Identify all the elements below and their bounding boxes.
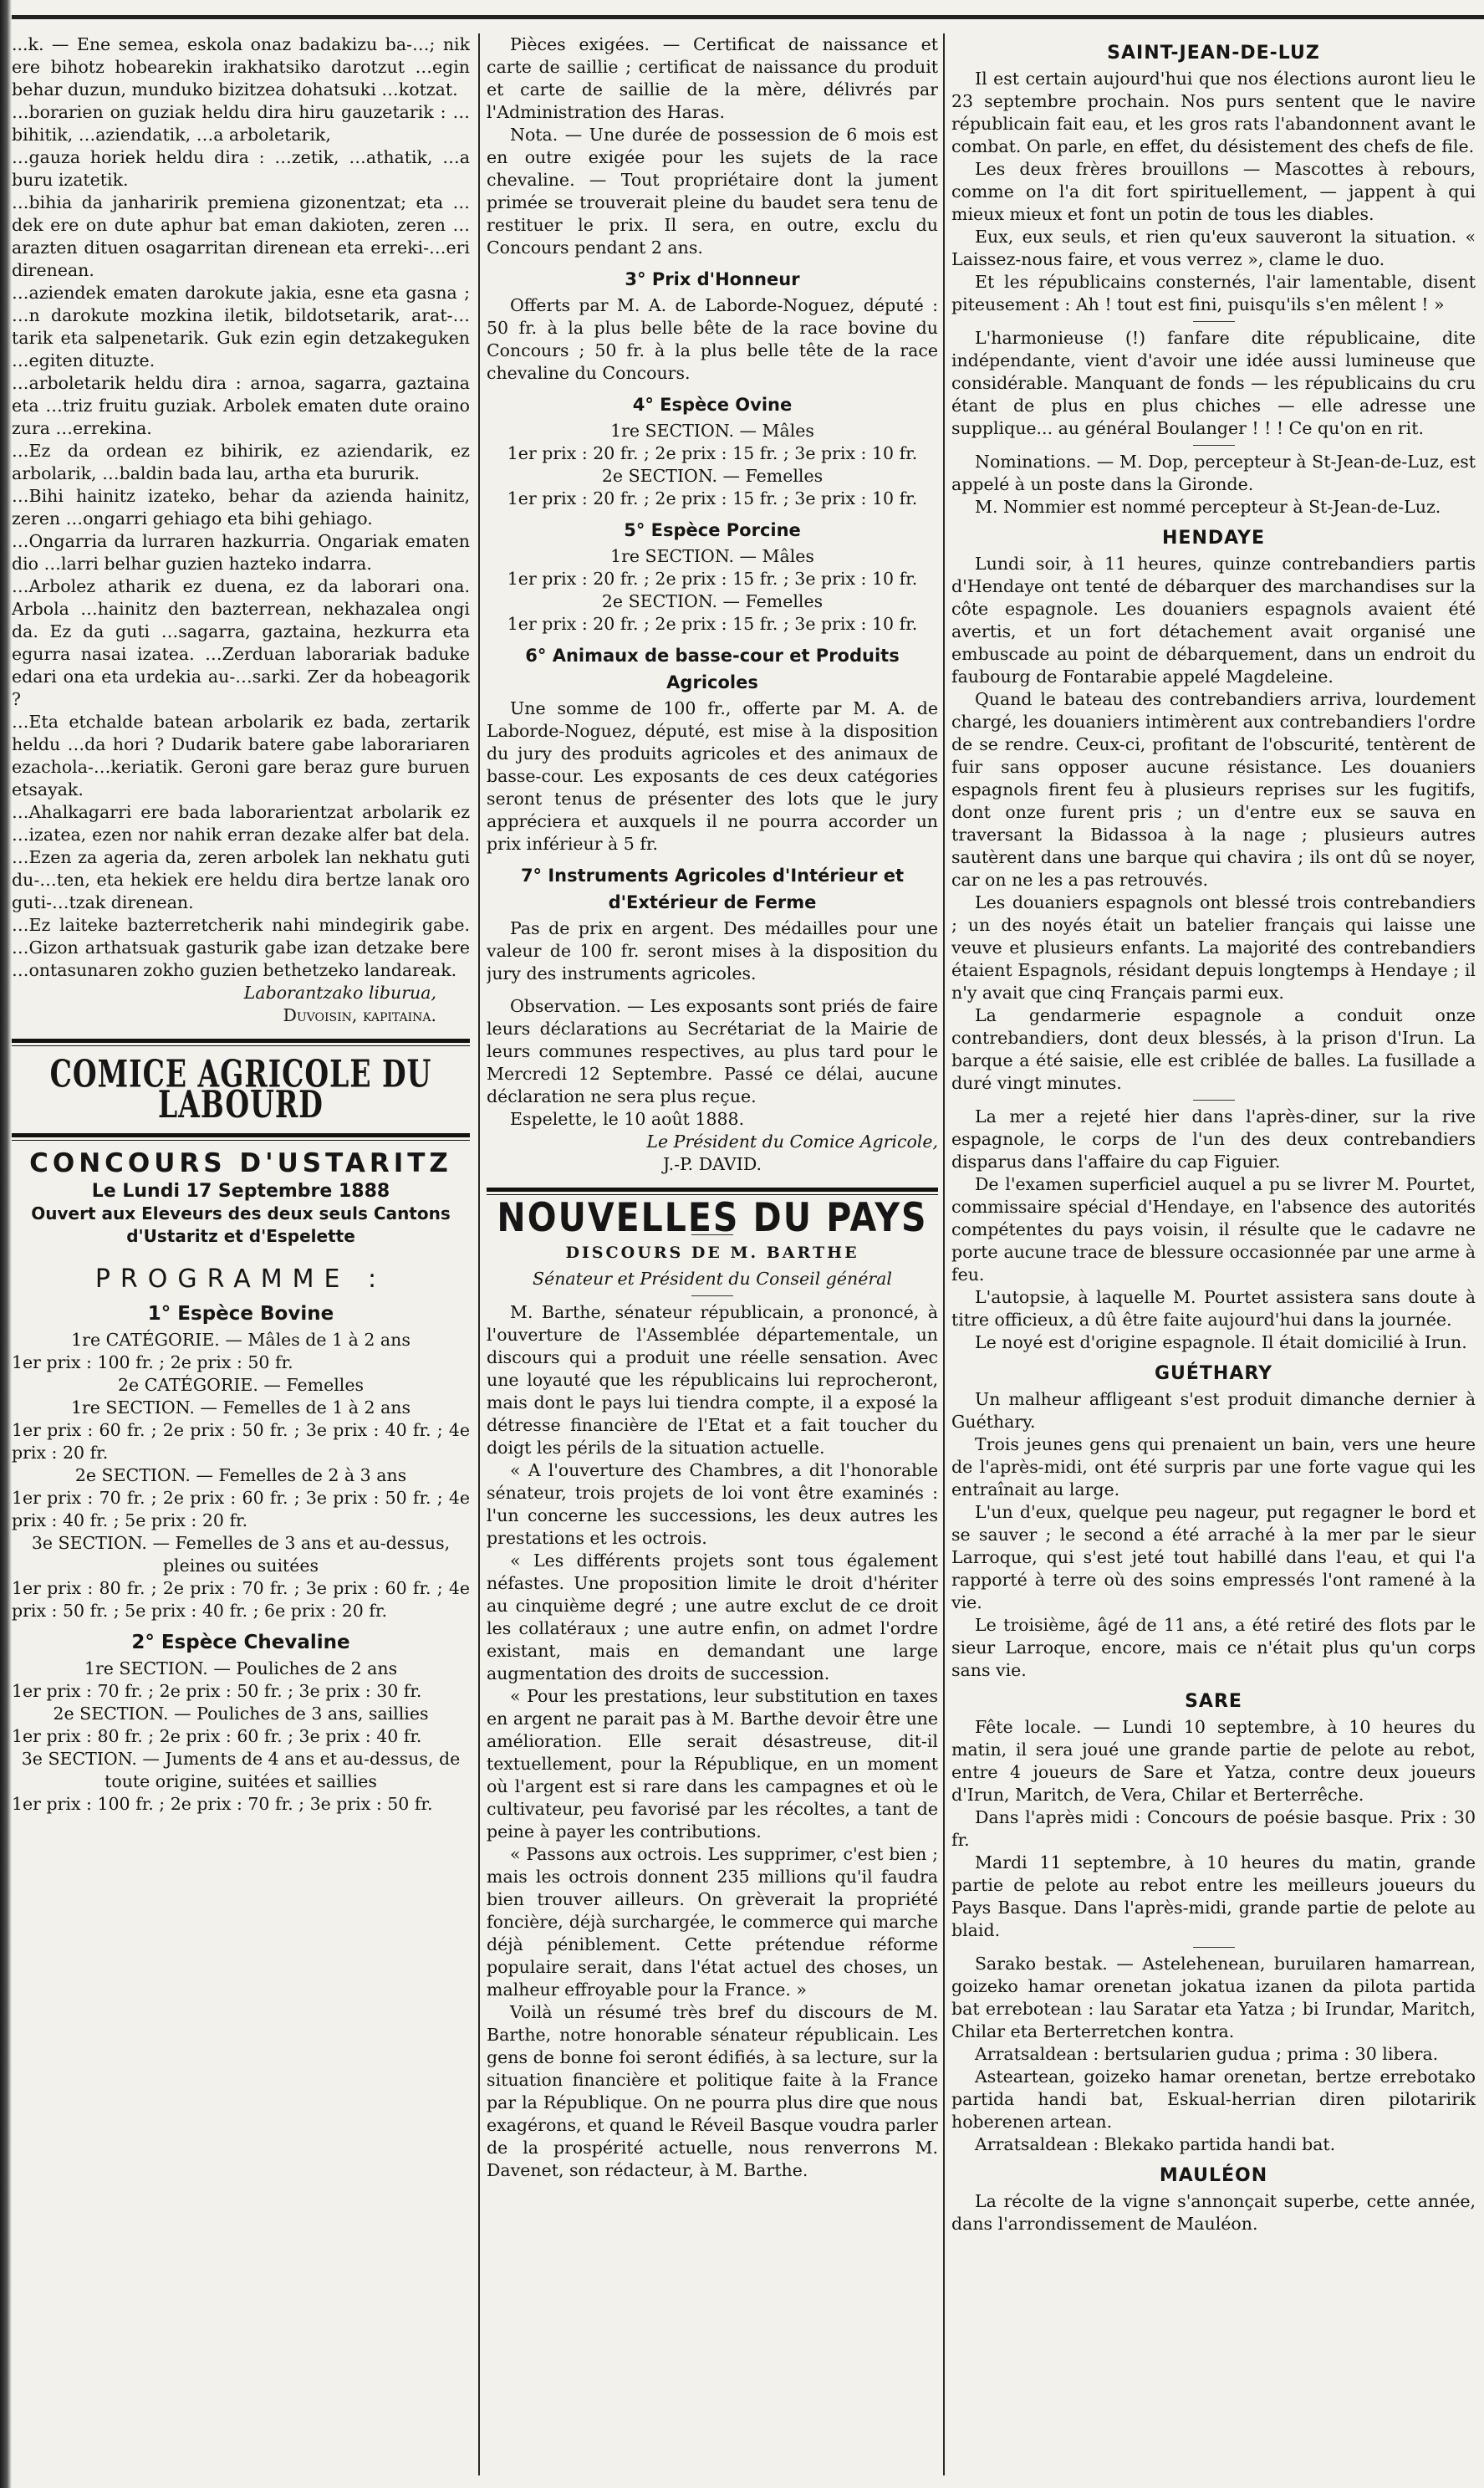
column-2 [487,33,938,2475]
section-rule [12,1133,470,1141]
ovine-section: 1re SECTION. — Mâles [610,421,814,441]
place-date: Espelette, le 10 août 1888. [510,1109,745,1129]
news-paragraph: Et les républicains consternés, l'air lamentable, disent piteusement : Ah ! tout est fini, puisqu'ils s'en mêlent ! » [951,272,1476,314]
discours-paragraph: « Passons aux octrois. Les supprimer, c'est bien ; mais les octrois donnent 235 millions qu'il faudra bien trouver ailleurs. On grèverait la propriété foncière, déjà surchargée, le commerce qui marche déjà péniblement. Cette prétendue réforme populaire serait, dans l'état actuel des choses, un malheur effroyable pour la France. » [487,1844,938,2000]
prize-list: 1er prix : 70 fr. ; 2e prix : 60 fr. ; 3e prix : 50 fr. ; 4e prix : 40 fr. ; 5e prix : 20 fr. [12,1488,470,1530]
news-paragraph: L'harmonieuse (!) fanfare dite républicaine, dite indépendante, vient d'avoir une idée aussi lumineuse que considérable. Manquant de fonds — les républicains du cru étant de plus en plus chiches — elle adresse une supplique... au général Boulanger ! ! ! Ce qu'on en rit. [951,328,1476,438]
president-title: Le Président du Comice Agricole, [646,1132,938,1152]
president-name: J.-P. DAVID. [662,1154,762,1174]
basse-cour-text: Une somme de 100 fr., offerte par M. A. de Laborde-Noguez, député, est mise à la disposition du jury des produits agricoles et des animaux de basse-cour. Les exposants de ces deux catégories seront tenus de présenter des lots que le jury appréciera et auxquels il ne pourra accorder un prix inférieur à 5 fr. [487,698,938,854]
prize-list: 1er prix : 20 fr. ; 2e prix : 15 fr. ; 3e prix : 10 fr. [507,443,918,463]
news-paragraph: De l'examen superficiel auquel a pu se livrer M. Pourtet, commissaire spécial d'Hendaye, en l'absence des autorités compétentes du pays voisin, il résulte que le cadavre ne porte aucune trace de blessure occasionnée par une arme à feu. [951,1174,1476,1285]
chevaline-section: 1re SECTION. — Pouliches de 2 ans [84,1658,398,1678]
basque-paragraph: …Arbolez atharik ez duena, ez da laborari ona. Arbola …hainitz den bazterrean, nekhazalea ongi da. Ez da guti …sagarra, gaztaina, hezkurra eta egurra nasai izatea. …Zerduan laborariak baduke edari ona eta urdekia au-…sarki. Zer da hobeagorik ? [12,576,470,709]
prize-list: 1er prix : 20 fr. ; 2e prix : 15 fr. ; 3e prix : 10 fr. [507,569,918,589]
basque-paragraph: …aziendek ematen darokute jakia, esne eta gasna ; …n darokute mozkina iletik, bildotsetarik, arat-…tarik eta salpenetarik. Guk ezin egin detzakeguken …egiten dituzte. [12,283,470,370]
chevaline-section: 3e SECTION. — Juments de 4 ans et au-dessus, de toute origine, suitées et saillies [21,1749,461,1791]
basque-paragraph: …Ongarria da lurraren hazkurria. Ongariak ematen dio …larri belhar guzien hazteko indarra. [12,531,470,574]
chevaline-section: 2e SECTION. — Pouliches de 3 ans, saillies [53,1704,429,1724]
news-paragraph: La mer a rejeté hier dans l'après-diner, sur la rive espagnole, le corps de l'un des deux contrebandiers disparus dans l'affaire du cap Figuier. [951,1106,1476,1172]
news-paragraph: Asteartean, goizeko hamar orenetan, bertze errebotako partida handi bat, Eskual-herrian diren pilotaririk hoberenen artean. [951,2067,1476,2132]
discours-paragraph: « Les différents projets sont tous également néfastes. Une proposition limite le droit d'hériter au cinquième degré ; une autre exclut de ce droit les collatéraux ; une autre enfin, on admet l'ordre existant, mais en demandant une large augmentation des droits de succession. [487,1551,938,1683]
discours-paragraph: M. Barthe, sénateur républicain, a prononcé, à l'ouverture de l'Assemblée départementale, un discours qui a produit une réelle sensation. Avec une loyauté que les républicains lui reprocheront, mais dont le pays lui tiendra compte, il a exposé la détresse financière de l'Etat et a fait toucher du doigt les périls de la situation actuelle. [487,1302,938,1458]
basque-paragraph: …Ahalkagarri ere bada laborarientzat arbolarik ez …izatea, ezen nor nahik erran dezake alfer bat dela. …Ezen za ageria da, zeren arbolek lan nekhatu guti du-…ten, eta hekiek ere heldu dira bertze lanak oro guti-…tzak direnean. [12,802,470,912]
short-separator [1193,321,1235,322]
bovine-section: 1re SECTION. — Femelles de 1 à 2 ans [70,1397,411,1418]
porcine-section: 1re SECTION. — Mâles [610,546,814,566]
top-border-rule [12,15,1484,19]
news-paragraph: La gendarmerie espagnole a conduit onze contrebandiers, dont deux blessés, à la prison d'Irun. La barque a été saisie, elle est criblée de balles. La fusillade a duré vingt minutes. [951,1005,1476,1093]
news-paragraph: Arratsaldean : bertsularien gudua ; prima : 30 libera. [975,2044,1439,2064]
signature-title: Laborantzako liburua, [243,983,436,1003]
section-rule [12,1039,470,1046]
ovine-title: 4° Espèce Ovine [632,395,793,415]
news-paragraph: Eux, eux seuls, et rien qu'eux sauveront la situation. « Laissez-nous faire, et vous verrez », clame le duo. [951,227,1476,269]
basse-cour-title: 6° Animaux de basse-cour et Produits Agricoles [525,646,900,692]
news-paragraph: L'un d'eux, quelque peu nageur, put regagner le bord et se sauver ; le second a été arraché à la mer par le sieur Larroque, qui s'est jeté tout habillé dans l'eau, et qui l'a rapporté à terre où des soins empressés l'ont ramené à la vie. [951,1502,1476,1612]
instruments-text: Pas de prix en argent. Des médailles pour une valeur de 100 fr. seront mises à la disposition du jury des instruments agricoles. [487,918,938,983]
porcine-section: 2e SECTION. — Femelles [601,591,824,611]
chevaline-title: 2° Espèce Chevaline [131,1632,350,1653]
bovine-category: 2e CATÉGORIE. — Femelles [118,1375,364,1395]
news-paragraph: Un malheur affligeant s'est produit dimanche dernier à Guéthary. [951,1389,1476,1432]
basque-paragraph: ...k. — Ene semea, eskola onaz badakizu ba-…; nik ere bihotz hobearekin irakhatsiko darotzut …egin behar duzun, munduko bizitzea dohatsuki …kotzat. [12,34,470,100]
bovine-category: 1re CATÉGORIE. — Mâles de 1 à 2 ans [71,1330,411,1350]
news-paragraph: Lundi soir, à 11 heures, quinze contrebandiers partis d'Hendaye ont tenté de débarquer des marchandises sur la côte espagnole. Les douaniers espagnols avaient été avertis, et un fort détachement avait organisé une embuscade au point de débarquement, dans un endroit du faubourg de Fontarabie appelé Magdeleine. [951,554,1476,687]
bovine-title: 1° Espèce Bovine [147,1303,334,1325]
news-paragraph: Dans l'après midi : Concours de poésie basque. Prix : 30 fr. [951,1807,1476,1850]
town-heading-hendaye: HENDAYE [1162,528,1265,549]
news-paragraph: Le noyé est d'origine espagnole. Il était domicilié à Irun. [975,1332,1467,1352]
news-paragraph: Quand le bateau des contrebandiers arriva, lourdement chargé, les douaniers intimèrent aux contrebandiers l'ordre de se rendre. Ceux-ci, profitant de l'obscurité, tentèrent de fuir sans opposer aucune résistance. Les douaniers espagnols firent feu à plusieurs reprises sur les fugitifs, dont onze furent pris ; un d'entre eux se sauva en traversant la Bidassoa à la nage ; plusieurs autres sautèrent dans une barque qui chavira ; ils ont dû se noyer, car on ne les a pas retrouvés. [951,689,1476,890]
nota: Nota. — Une durée de possession de 6 mois est en outre exigée pour les sujets de la race chevaline. — Tout propriétaire dont la jument primée se trouverait pleine du baudet sera tenu de restituer le prix. Il sera, en outre, exclu du Concours pendant 2 ans. [487,125,938,258]
basque-paragraph: …arboletarik heldu dira : arnoa, sagarra, gaztaina eta …triz fruitu guziak. Arbolek ematen dute oraino zura …errekina. [12,373,470,438]
column-1 [12,33,470,2475]
column-rule-2 [943,33,945,2475]
discours-subtitle: Sénateur et Président du Conseil général [533,1269,892,1289]
town-heading-guethary: GUÉTHARY [1154,1363,1273,1384]
news-paragraph: Sarako bestak. — Astelehenean, buruilaren hamarrean, goizeko hamar orenetan jokatua izanen da pilota partida bat errebotean : lau Saratar eta Yatza ; bi Irundar, Maritch, Chilar eta Berterretchen kontra. [951,1954,1476,2041]
basque-paragraph: …Ez laiteke bazterretcherik nahi mindegirik gabe. …Gizon arthatsuak gasturik gabe izan detzake bere …ontasunaren zokho guzien bethetzeko landareak. [12,915,470,980]
concours-open: Ouvert aux Eleveurs des deux seuls Cantons d'Ustaritz et d'Espelette [31,1203,451,1246]
observation: Observation. — Les exposants sont priés de faire leurs déclarations au Secrétariat de la Mairie de leurs communes respectives, au plus tard pour le Mercredi 12 Septembre. Passé ce délai, aucune déclaration ne sera plus reçue. [487,996,938,1106]
basque-paragraph: …Ez da ordean ez bihirik, ez aziendarik, ez arbolarik, …baldin bada lau, artha eta bururik. [12,441,470,483]
basque-paragraph: …borarien on guziak heldu dira hiru gauzetarik : …bihitik, …aziendatik, …a arboletarik, [12,102,470,145]
discours-paragraph: « A l'ouverture des Chambres, a dit l'honorable sénateur, trois projets de loi vont être examinés : l'un concerne les successions, les deux autres les prestations et les octrois. [487,1460,938,1548]
prize-list: 1er prix : 20 fr. ; 2e prix : 15 fr. ; 3e prix : 10 fr. [507,614,918,634]
news-paragraph: M. Nommier est nommé percepteur à St-Jean-de-Luz. [975,497,1441,517]
news-paragraph: Le troisième, âgé de 11 ans, a été retiré des flots par le sieur Larroque, encore, mais ce n'était plus qu'un corps sans vie. [951,1615,1476,1680]
news-paragraph: Il est certain aujourd'hui que nos élections auront lieu le 23 septembre prochain. Nos purs sentent que le navire républicain fait eau, et les gros rats l'abandonnent avant le combat. On parle, en effet, du désistement des chefs de file. [951,69,1476,156]
prize-list: 1er prix : 70 fr. ; 2e prix : 50 fr. ; 3e prix : 30 fr. [12,1681,422,1701]
programme-title: PROGRAMME : [94,1264,387,1294]
honneur-text: Offerts par M. A. de Laborde-Noguez, député : 50 fr. à la plus belle bête de la race bovine du Concours ; 50 fr. à la plus belle tête de la race chevaline du Concours. [487,295,938,383]
prize-list: 1er prix : 80 fr. ; 2e prix : 70 fr. ; 3e prix : 60 fr. ; 4e prix : 50 fr. ; 5e prix : 40 fr. ; 6e prix : 20 fr. [12,1578,470,1621]
news-paragraph: Mardi 11 septembre, à 10 heures du matin, grande partie de pelote au rebot entre les meilleurs joueurs du Pays Basque. Dans l'après-midi, grande partie de pelote au blaid. [951,1852,1476,1940]
town-heading-mauleon: MAULÉON [1159,2165,1268,2186]
short-separator [1193,1100,1235,1101]
honneur-title: 3° Prix d'Honneur [625,269,800,289]
page-binding-shadow [0,0,12,2488]
news-paragraph: L'autopsie, à laquelle M. Pourtet assistera sans doute à titre officieux, a dû être faite aujourd'hui dans la journée. [951,1287,1476,1330]
prize-list: 1er prix : 60 fr. ; 2e prix : 50 fr. ; 3e prix : 40 fr. ; 4e prix : 20 fr. [12,1420,470,1463]
news-paragraph: Arratsaldean : Blekako partida handi bat. [975,2134,1336,2154]
prize-list: 1er prix : 100 fr. ; 2e prix : 50 fr. [12,1352,293,1372]
short-separator [691,1295,733,1296]
basque-paragraph: …Eta etchalde batean arbolarik ez bada, zertarik heldu …da hori ? Dudarik batere gabe laborariaren ezachola-…keriatik. Geroni gare beraz gure buruen etsayak. [12,712,470,800]
news-paragraph: Les deux frères brouillons — Mascottes à rebours, comme on l'a dit fort spirituellement, — jappent à qui mieux mieux et font un potin de tous les diables. [951,159,1476,224]
instruments-title: 7° Instruments Agricoles d'Intérieur et d'Extérieur de Ferme [520,866,905,912]
column-3 [951,33,1476,2475]
basque-paragraph: …gauza horiek heldu dira : …zetik, …athatik, …a buru izatetik. [12,147,470,190]
town-heading-saint-jean-de-luz: SAINT-JEAN-DE-LUZ [1107,43,1320,64]
news-paragraph: Fête locale. — Lundi 10 septembre, à 10 heures du matin, il sera joué une grande partie de pelote au rebot, entre 4 joueurs de Sare et Yatza, contre deux joueurs d'Irun, Maritch, de Vera, Chilar et Berterrêche. [951,1717,1476,1805]
bovine-section: 3e SECTION. — Femelles de 3 ans et au-dessus, pleines ou suitées [31,1533,451,1576]
basque-paragraph: …bihia da janharirik premiena gizonentzat; eta …dek ere on dute aphur bat eman dakioten, zeren …arazten dituen osagarritan direnean eta erreki-…eri direnean. [12,192,470,280]
signature-name: Duvoisin, kapitaina. [283,1005,436,1025]
town-heading-sare: SARE [1185,1691,1242,1712]
news-paragraph: Les douaniers espagnols ont blessé trois contrebandiers ; un des noyés était un batelier français qui laisse une veuve et plusieurs enfants. La majorité des contrebandiers étaient Espagnols, résidant depuis longtemps à Hendaye ; il n'y avait que cinq Français parmi eux. [951,892,1476,1003]
news-paragraph: La récolte de la vigne s'annonçait superbe, cette année, dans l'arrondissement de Mauléon. [951,2191,1476,2234]
prize-list: 1er prix : 20 fr. ; 2e prix : 15 fr. ; 3e prix : 10 fr. [507,488,918,508]
prize-list: 1er prix : 80 fr. ; 2e prix : 60 fr. ; 3e prix : 40 fr. [12,1726,422,1746]
nouvelles-title: NOUVELLES DU PAYS [497,1194,928,1241]
comice-title: COMICE AGRICOLE DU LABOURD [49,1051,432,1126]
column-rule-1 [478,33,480,2475]
porcine-title: 5° Espèce Porcine [624,520,801,540]
concours-date: Le Lundi 17 Septembre 1888 [91,1181,390,1202]
basque-paragraph: …Bihi hainitz izateko, behar da azienda hainitz, zeren …ongarri gehiago eta bihi gehiago. [12,486,470,529]
prize-list: 1er prix : 100 fr. ; 2e prix : 70 fr. ; 3e prix : 50 fr. [12,1794,433,1814]
short-separator [1193,1947,1235,1948]
bovine-section: 2e SECTION. — Femelles de 2 à 3 ans [74,1465,407,1485]
discours-title: DISCOURS DE M. BARTHE [565,1244,859,1262]
news-paragraph: Trois jeunes gens qui prenaient un bain, vers une heure de l'après-midi, ont été surpris par une forte vague qui les entraînait au large. [951,1434,1476,1499]
news-paragraph: Nominations. — M. Dop, percepteur à St-Jean-de-Luz, est appelé à un poste dans la Gironde. [951,452,1476,494]
discours-paragraph: « Pour les prestations, leur substitution en taxes en argent ne parait pas à M. Barthe devoir être une amélioration. Elle serait désastreuse, dit-il textuellement, pour la République, en un moment où l'argent est si rare dans les campagnes et où le cultivateur, peu favorisé par les récoltes, a tant de peine à payer les contributions. [487,1686,938,1842]
concours-title: CONCOURS D'USTARITZ [29,1148,452,1178]
pieces-exigees: Pièces exigées. — Certificat de naissance et carte de saillie ; certificat de naissance du produit et carte de saillie de la mère, délivrés par l'Administration des Haras. [487,34,938,122]
short-separator [1193,445,1235,446]
discours-paragraph: Voilà un résumé très bref du discours de M. Barthe, notre honorable sénateur républicain. Les gens de bonne foi seront édifiés, à sa lecture, sur la situation financière et politique faite à la France par la République. On ne pourra plus dire que nous exagérons, et quand le Réveil Basque voudra parler de la prospérité actuelle, nous renverrons M. Davenet, son rédacteur, à M. Barthe. [487,2002,938,2180]
ovine-section: 2e SECTION. — Femelles [601,466,824,486]
